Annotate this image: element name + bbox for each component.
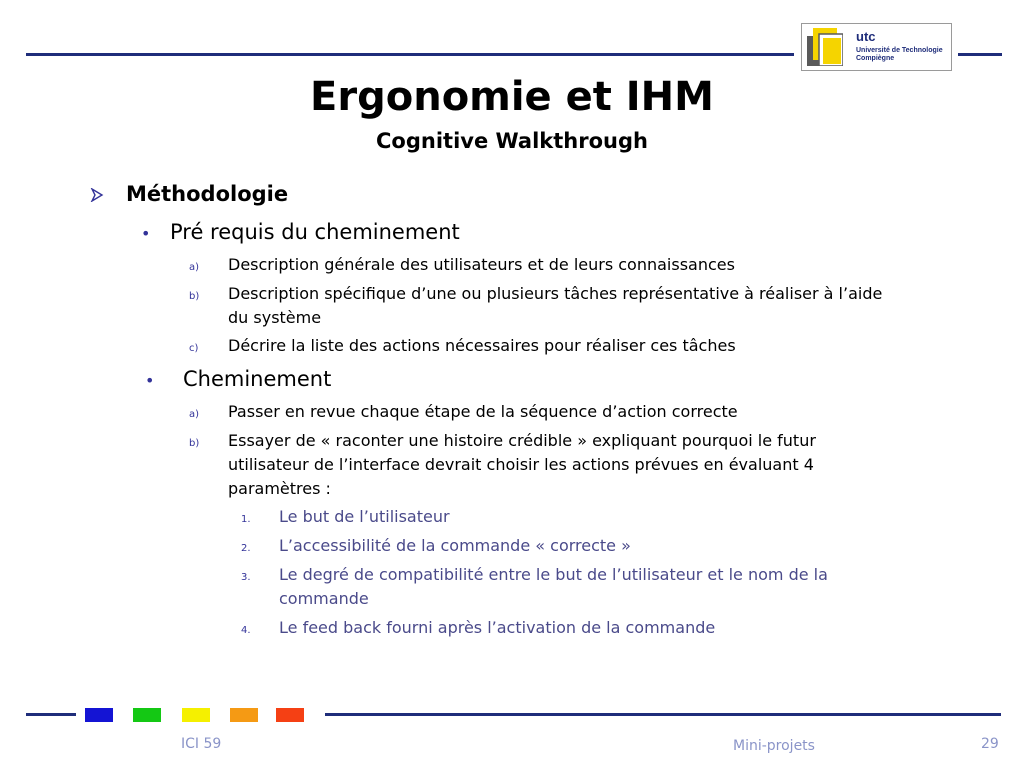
color-swatch-blue — [85, 708, 113, 722]
numbered-marker: 2. — [241, 543, 251, 554]
utc-logo-text — [856, 30, 943, 62]
numbered-item: Le degré de compatibilité entre le but de l’utilisateur et le nom de la — [279, 565, 828, 584]
section-1-label: Pré requis du cheminement — [170, 220, 460, 244]
slide-title: Ergonomie et IHM — [310, 74, 714, 120]
logo-line-1: Université de Technologie — [856, 47, 943, 54]
section-2-label: Cheminement — [183, 367, 332, 391]
numbered-marker: 3. — [241, 572, 251, 583]
heading-methodologie: Méthodologie — [126, 182, 289, 206]
numbered-marker: 1. — [241, 514, 251, 525]
list-item: Décrire la liste des actions nécessaires pour réaliser ces tâches — [228, 336, 736, 355]
list-marker: b) — [189, 438, 200, 449]
footer-rule-left — [26, 713, 76, 716]
list-item: Essayer de « raconter une histoire crédible » expliquant pourquoi le futur — [228, 431, 816, 450]
utc-logo — [801, 23, 952, 71]
list-item-continued: utilisateur de l’interface devrait choisir les actions prévues en évaluant 4 — [228, 455, 814, 474]
footer-course: ICI 59 — [181, 736, 222, 752]
color-swatch-orange — [230, 708, 258, 722]
numbered-item-continued: commande — [279, 589, 369, 608]
arrow-bullet-icon — [90, 188, 104, 202]
color-swatch-yellow — [182, 708, 210, 722]
bullet-dot-icon: • — [141, 224, 151, 243]
list-item: Description générale des utilisateurs et de leurs connaissances — [228, 255, 735, 274]
bullet-dot-icon: • — [145, 371, 155, 390]
list-item-continued: paramètres : — [228, 479, 331, 498]
logo-name: utc — [856, 29, 876, 44]
footer-topic: Mini-projets — [733, 738, 815, 754]
list-item: Passer en revue chaque étape de la séquence d’action correcte — [228, 402, 738, 421]
list-marker: b) — [189, 291, 200, 302]
numbered-item: Le feed back fourni après l’activation de la commande — [279, 618, 716, 637]
list-marker: a) — [189, 262, 200, 273]
color-swatch-red — [276, 708, 304, 722]
list-marker: c) — [189, 343, 199, 354]
color-swatch-green — [133, 708, 161, 722]
numbered-item: Le but de l’utilisateur — [279, 507, 450, 526]
list-item: Description spécifique d’une ou plusieurs tâches représentative à réaliser à l’aide — [228, 284, 883, 303]
numbered-marker: 4. — [241, 625, 251, 636]
list-marker: a) — [189, 409, 200, 420]
slide-subtitle: Cognitive Walkthrough — [376, 129, 648, 153]
footer-page-number: 29 — [981, 736, 999, 752]
utc-logo-mark-icon — [807, 28, 843, 66]
footer-rule-right — [325, 713, 1001, 716]
logo-line-2: Compiègne — [856, 55, 895, 62]
list-item-continued: du système — [228, 308, 322, 327]
header-rule-right — [958, 53, 1002, 56]
header-rule-left — [26, 53, 794, 56]
numbered-item: L’accessibilité de la commande « correcte » — [279, 536, 631, 555]
